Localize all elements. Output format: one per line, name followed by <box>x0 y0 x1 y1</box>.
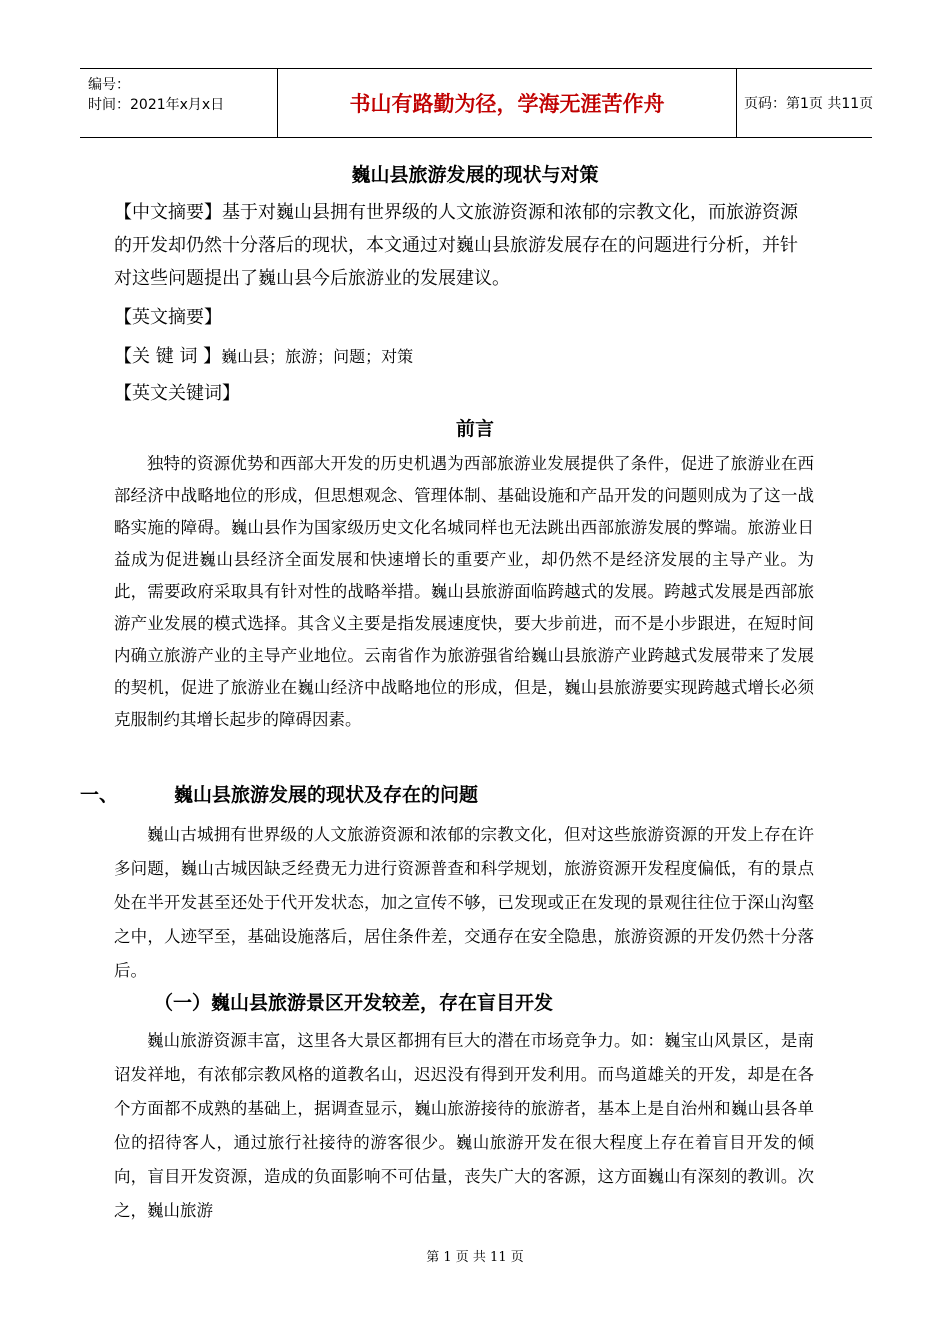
page-footer: 第 1 页 共 11 页 <box>426 1250 524 1265</box>
keywords-label: 【关 键 词 】 <box>114 346 222 367</box>
keywords-value: 巍山县；旅游；问题；对策 <box>221 347 414 366</box>
section-1-paragraph: 巍山古城拥有世界级的人文旅游资源和浓郁的宗教文化，但对这些旅游资源的开发上存在许多问题，巍山古城因缺乏经费无力进行资源普查和科学规划，旅游资源开发程度偏低，有的景点处在半开发甚至还处于代开发状态，加之宣传不够，已发现或正在发现的景观往往位于深山沟壑之中，人迹罕至，基础设施落后，居住条件差，交通存在安全隐患，旅游资源的开发仍然十分落后。 <box>114 825 814 980</box>
header-number-label: 编号： <box>88 77 130 93</box>
section-1-body <box>114 818 814 988</box>
abstract-cn: 【中文摘要】基于对巍山县拥有世界级的人文旅游资源和浓郁的宗教文化，而旅游资源的开发却仍然十分落后的现状，本文通过对巍山县旅游发展存在的问题进行分析，并针对这些问题提出了巍山县今后旅游业的发展建议。 <box>114 202 798 289</box>
header-meta <box>80 69 278 137</box>
document-title: 巍山县旅游发展的现状与对策 <box>351 164 599 186</box>
header-page-info: 页码：第1页 共11页 <box>744 96 874 112</box>
abstract-en-label: 【英文摘要】 <box>114 307 222 328</box>
subsection-1-heading: （一）巍山县旅游景区开发较差，存在盲目开发 <box>154 992 554 1014</box>
preface-heading: 前言 <box>455 418 494 440</box>
subsection-1-body <box>114 1024 814 1228</box>
subsection-1-paragraph: 巍山旅游资源丰富，这里各大景区都拥有巨大的潜在市场竞争力。如：巍宝山风景区，是南诏发祥地，有浓郁宗教风格的道教名山，迟迟没有得到开发利用。而鸟道雄关的开发，却是在各个方面都不成熟的基础上，据调查显示，巍山旅游接待的旅游者，基本上是自治州和巍山县各单位的招待客人，通过旅行社接待的游客很少。巍山旅游开发在很大程度上存在着盲目开发的倾向，盲目开发资源，造成的负面影响不可估量，丧失广大的客源，这方面巍山有深刻的教训。次之，巍山旅游 <box>114 1031 814 1220</box>
abstract-block <box>114 196 814 410</box>
page-header <box>80 68 872 138</box>
header-time-label: 时间：2021年x月x日 <box>88 97 225 113</box>
preface-body <box>114 448 814 736</box>
section-1-heading <box>80 780 478 807</box>
preface-paragraph: 独特的资源优势和西部大开发的历史机遇为西部旅游业发展提供了条件，促进了旅游业在西部经济中战略地位的形成，但思想观念、管理体制、基础设施和产品开发的问题则成为了这一战略实施的障碍。巍山县作为国家级历史文化名城同样也无法跳出西部旅游发展的弊端。旅游业日益成为促进巍山县经济全面发展和快速增长的重要产业，却仍然不是经济发展的主导产业。为此，需要政府采取具有针对性的战略举措。巍山县旅游面临跨越式的发展。跨越式发展是西部旅游产业发展的模式选择。其含义主要是指发展速度快，要大步前进，而不是小步跟进，在短时间内确立旅游产业的主导产业地位。云南省作为旅游强省给巍山县旅游产业跨越式发展带来了发展的契机，促进了旅游业在巍山经济中战略地位的形成，但是，巍山县旅游要实现跨越式增长必须克服制约其增长起步的障碍因素。 <box>114 454 814 729</box>
keywords-en-label: 【英文关键词】 <box>114 383 240 404</box>
header-motto: 书山有路勤为径，学海无涯苦作舟 <box>278 69 737 137</box>
section-1-number: 一、 <box>80 784 119 806</box>
section-1-title: 巍山县旅游发展的现状及存在的问题 <box>174 784 479 806</box>
